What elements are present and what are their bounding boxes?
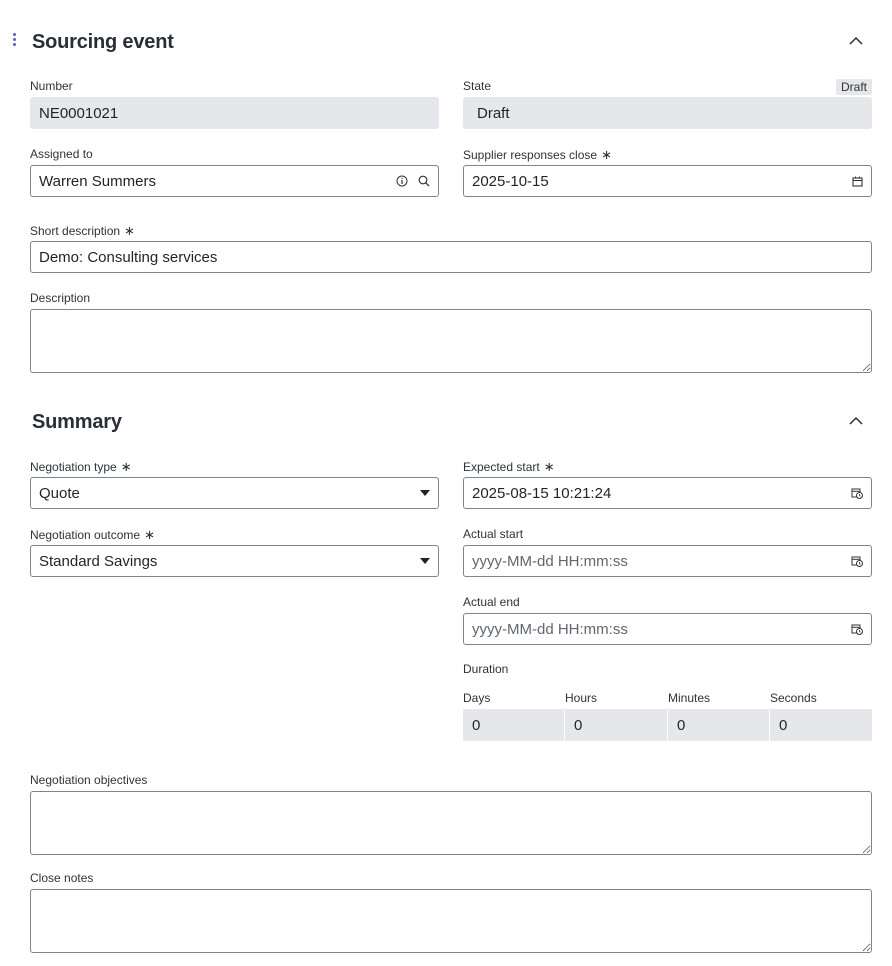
expected-start-label: Expected start ∗ bbox=[463, 459, 555, 474]
required-marker: ∗ bbox=[124, 223, 135, 238]
supplier-responses-close-label: Supplier responses close ∗ bbox=[463, 147, 612, 162]
duration-seconds-field: 0 bbox=[770, 709, 872, 741]
duration-days-field: 0 bbox=[463, 709, 564, 741]
required-marker: ∗ bbox=[543, 459, 555, 474]
calendar-icon[interactable] bbox=[852, 176, 863, 187]
calendar-clock-icon[interactable] bbox=[851, 623, 863, 635]
negotiation-outcome-select[interactable]: Standard Savings bbox=[30, 545, 439, 577]
duration-hours-field: 0 bbox=[565, 709, 667, 741]
required-marker: ∗ bbox=[144, 527, 155, 542]
number-field: NE0001021 bbox=[30, 97, 439, 129]
calendar-clock-icon[interactable] bbox=[851, 487, 863, 499]
section-title-summary: Summary bbox=[32, 411, 122, 433]
duration-days-label: Days bbox=[463, 691, 491, 705]
short-description-label: Short description ∗ bbox=[30, 223, 135, 238]
caret-down-icon bbox=[420, 558, 430, 564]
caret-down-icon bbox=[420, 490, 430, 496]
search-icon[interactable] bbox=[418, 175, 430, 187]
section-title-sourcing-event: Sourcing event bbox=[32, 31, 174, 53]
collapse-sourcing-button[interactable] bbox=[848, 32, 864, 48]
actual-end-field[interactable]: yyyy-MM-dd HH:mm:ss bbox=[463, 613, 872, 645]
description-label: Description bbox=[30, 291, 91, 305]
negotiation-type-select[interactable]: Quote bbox=[30, 477, 439, 509]
expected-start-field[interactable]: 2025-08-15 10:21:24 bbox=[463, 477, 872, 509]
assigned-to-label: Assigned to bbox=[30, 147, 93, 161]
required-marker: ∗ bbox=[120, 459, 132, 474]
duration-seconds-label: Seconds bbox=[770, 691, 817, 705]
required-marker: ∗ bbox=[601, 147, 612, 162]
actual-start-field[interactable]: yyyy-MM-dd HH:mm:ss bbox=[463, 545, 872, 577]
state-field: Draft bbox=[463, 97, 872, 129]
duration-minutes-field: 0 bbox=[668, 709, 769, 741]
state-label: State bbox=[463, 79, 492, 93]
drag-handle-icon[interactable] bbox=[10, 33, 18, 47]
duration-hours-label: Hours bbox=[565, 691, 598, 705]
description-textarea[interactable] bbox=[30, 309, 872, 373]
chevron-up-icon bbox=[849, 416, 863, 425]
short-description-field[interactable]: Demo: Consulting services bbox=[30, 241, 872, 273]
assigned-to-field[interactable]: Warren Summers bbox=[30, 165, 439, 197]
collapse-summary-button[interactable] bbox=[848, 412, 864, 428]
chevron-up-icon bbox=[849, 36, 863, 45]
negotiation-objectives-label: Negotiation objectives bbox=[30, 773, 148, 787]
negotiation-objectives-textarea[interactable] bbox=[30, 791, 872, 855]
supplier-responses-close-field[interactable]: 2025-10-15 bbox=[463, 165, 872, 197]
calendar-clock-icon[interactable] bbox=[851, 555, 863, 567]
actual-start-label: Actual start bbox=[463, 527, 524, 541]
negotiation-type-label: Negotiation type ∗ bbox=[30, 459, 132, 474]
actual-end-label: Actual end bbox=[463, 595, 520, 609]
close-notes-label: Close notes bbox=[30, 871, 94, 885]
duration-label: Duration bbox=[463, 662, 509, 676]
negotiation-outcome-label: Negotiation outcome ∗ bbox=[30, 527, 155, 542]
info-icon[interactable] bbox=[396, 175, 408, 187]
close-notes-textarea[interactable] bbox=[30, 889, 872, 953]
state-badge: Draft bbox=[836, 79, 872, 95]
number-label: Number bbox=[30, 79, 73, 93]
duration-minutes-label: Minutes bbox=[668, 691, 711, 705]
